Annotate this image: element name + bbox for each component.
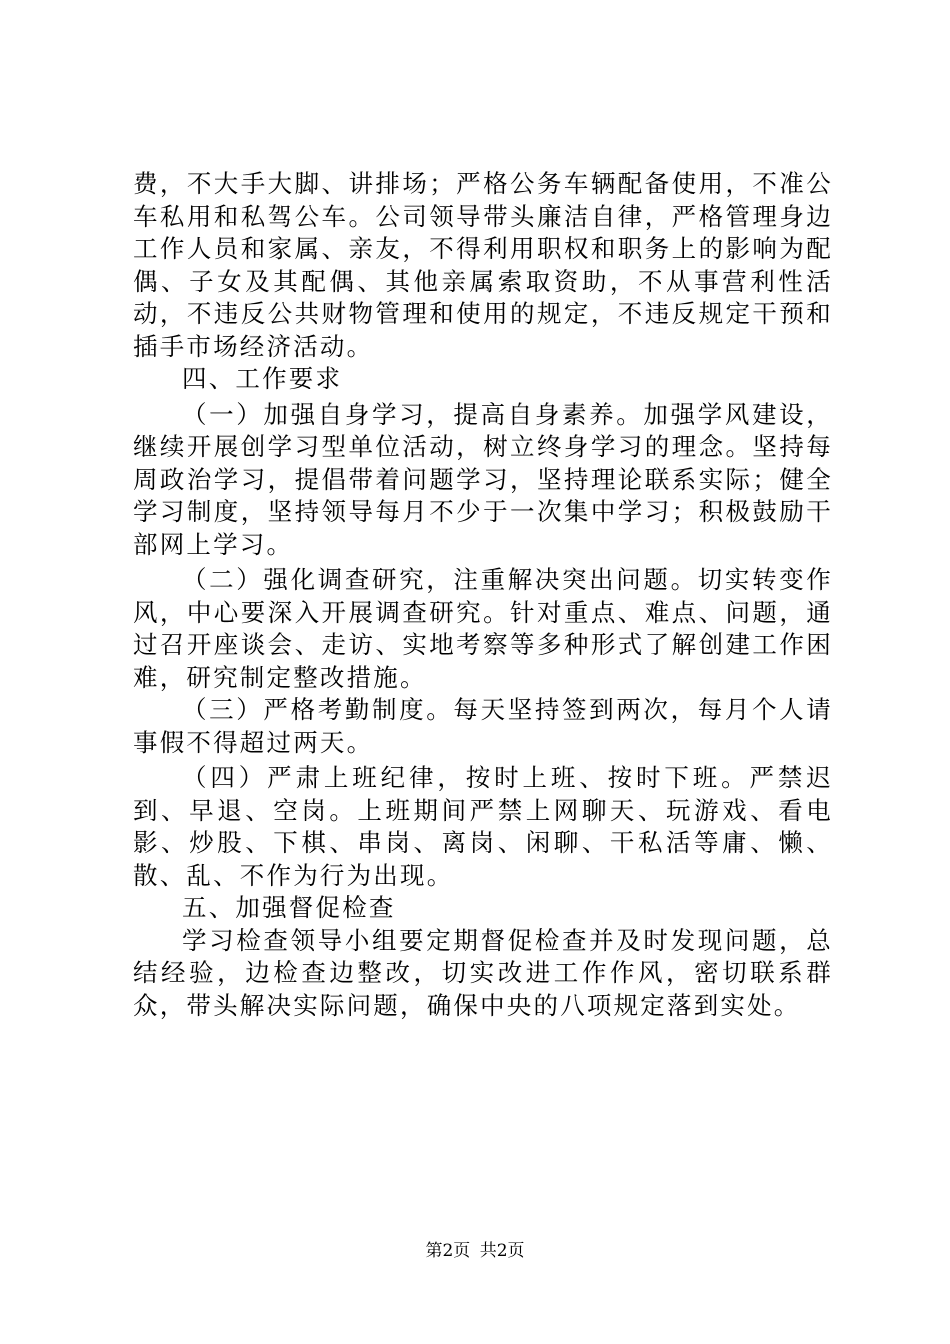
paragraph-supervision: 学习检查领导小组要定期督促检查并及时发现问题，总结经验，边检查边整改，切实改进工作作风，密切联系群众，带头解决实际问题，确保中央的八项规定落到实处。 [133,925,833,1020]
paragraph-requirement-3: （三）严格考勤制度。每天坚持签到两次，每月个人请事假不得超过两天。 [133,695,833,757]
paragraph-continuation: 费，不大手大脚、讲排场；严格公务车辆配备使用，不准公车私用和私驾公车。公司领导带头廉洁自律，严格管理身边工作人员和家属、亲友，不得利用职权和职务上的影响为配偶、子女及其配偶、其他亲属索取资助，不从事营利性活动，不违反公共财物管理和使用的规定，不违反规定干预和插手市场经济活动。 [133,169,833,361]
paragraph-requirement-1: （一）加强自身学习，提高自身素养。加强学风建设，继续开展创学习型单位活动，树立终身学习的理念。坚持每周政治学习，提倡带着问题学习，坚持理论联系实际；健全学习制度，坚持领导每月不少于一次集中学习；积极鼓励干部网上学习。 [133,399,833,559]
page-footer [0,1240,950,1262]
page-total: 共2页 [479,1241,525,1261]
document-body [133,168,833,1022]
page-number: 第2页 [425,1241,471,1261]
section-heading-supervision: 五、加强督促检查 [182,893,396,922]
paragraph-requirement-4: （四）严肃上班纪律，按时上班、按时下班。严禁迟到、早退、空岗。上班期间严禁上网聊天、玩游戏、看电影、炒股、下棋、串岗、离岗、闲聊、干私活等庸、懒、散、乱、不作为行为出现。 [133,763,833,890]
paragraph-requirement-2: （二）强化调查研究，注重解决突出问题。切实转变作风，中心要深入开展调查研究。针对重点、难点、问题，通过召开座谈会、走访、实地考察等多种形式了解创建工作困难，研究制定整改措施。 [133,565,833,692]
section-heading-work-requirements: 四、工作要求 [182,364,343,393]
